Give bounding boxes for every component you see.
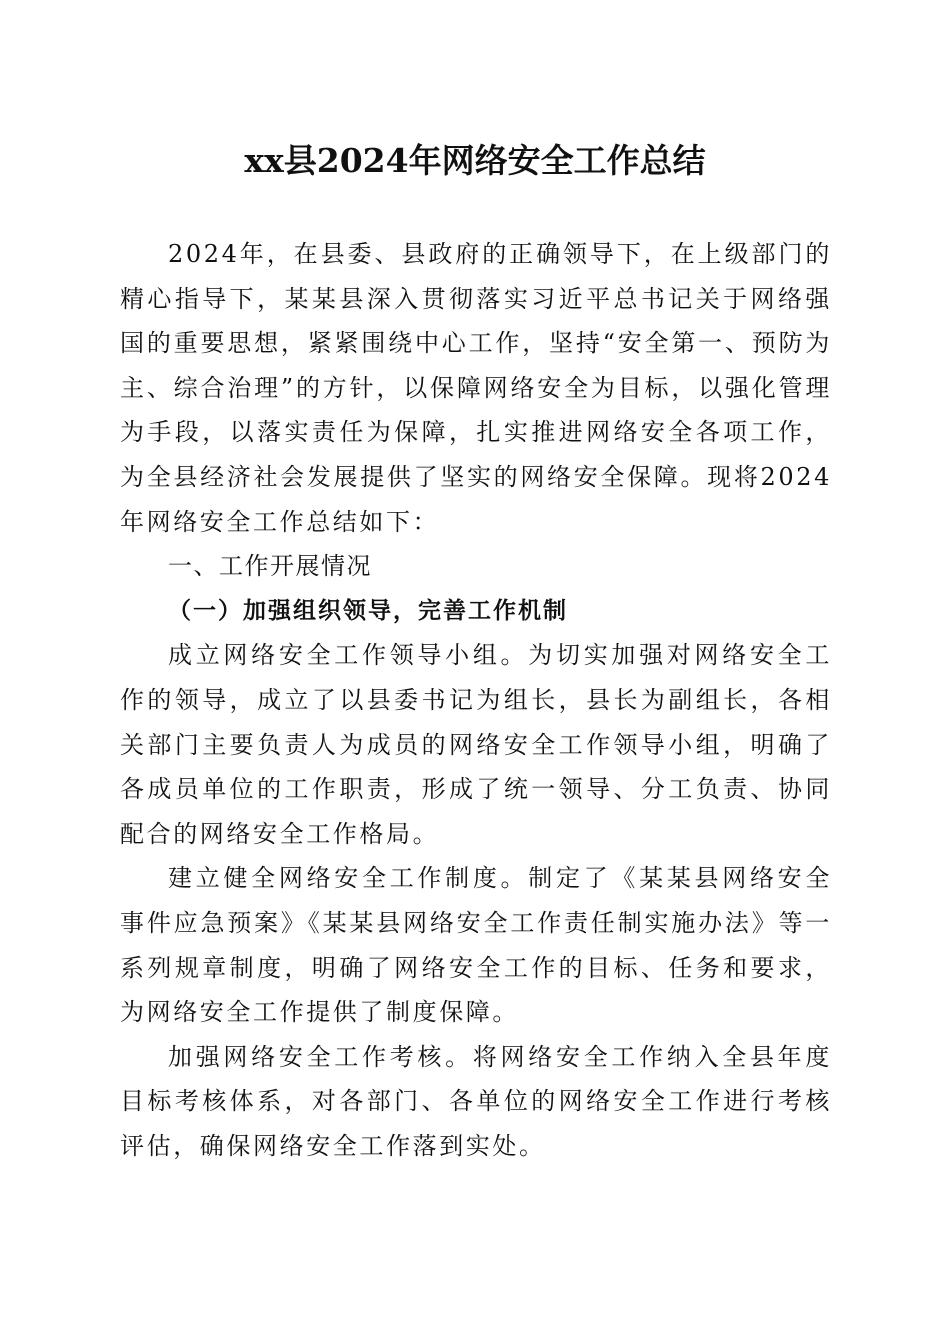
intro-paragraph: 2024年，在县委、县政府的正确领导下，在上级部门的精心指导下，某某县深入贯彻落实习近平总书记关于网络强国的重要思想，紧紧围绕中心工作，坚持“安全第一、预防为主、综合治理”的方针，以保障网络安全为目标，以强化管理为手段，以落实责任为保障，扎实推进网络安全各项工作，为全县经济社会发展提供了坚实的网络安全保障。现将2024年网络安全工作总结如下： xyxy=(120,240,832,536)
body-paragraph: 成立网络安全工作领导小组。为切实加强对网络安全工作的领导，成立了以县委书记为组长，县长为副组长，各相关部门主要负责人为成员的网络安全工作领导小组，明确了各成员单位的工作职责，形成了统一领导、分工负责、协同配合的网络安全工作格局。 xyxy=(120,641,832,848)
body-paragraph: 加强网络安全工作考核。将网络安全工作纳入全县年度目标考核体系，对各部门、各单位的网络安全工作进行考核评估，确保网络安全工作落到实处。 xyxy=(120,1042,832,1160)
body-paragraph: 建立健全网络安全工作制度。制定了《某某县网络安全事件应急预案》《某某县网络安全工作责任制实施办法》等一系列规章制度，明确了网络安全工作的目标、任务和要求，为网络安全工作提供了制度保障。 xyxy=(120,864,832,1027)
section-heading: 一、工作开展情况 xyxy=(168,552,372,581)
document-body xyxy=(120,232,832,1168)
document-title: xx县2024年网络安全工作总结 xyxy=(244,141,706,180)
subsection-heading: （一）加强组织领导，完善工作机制 xyxy=(168,596,568,624)
